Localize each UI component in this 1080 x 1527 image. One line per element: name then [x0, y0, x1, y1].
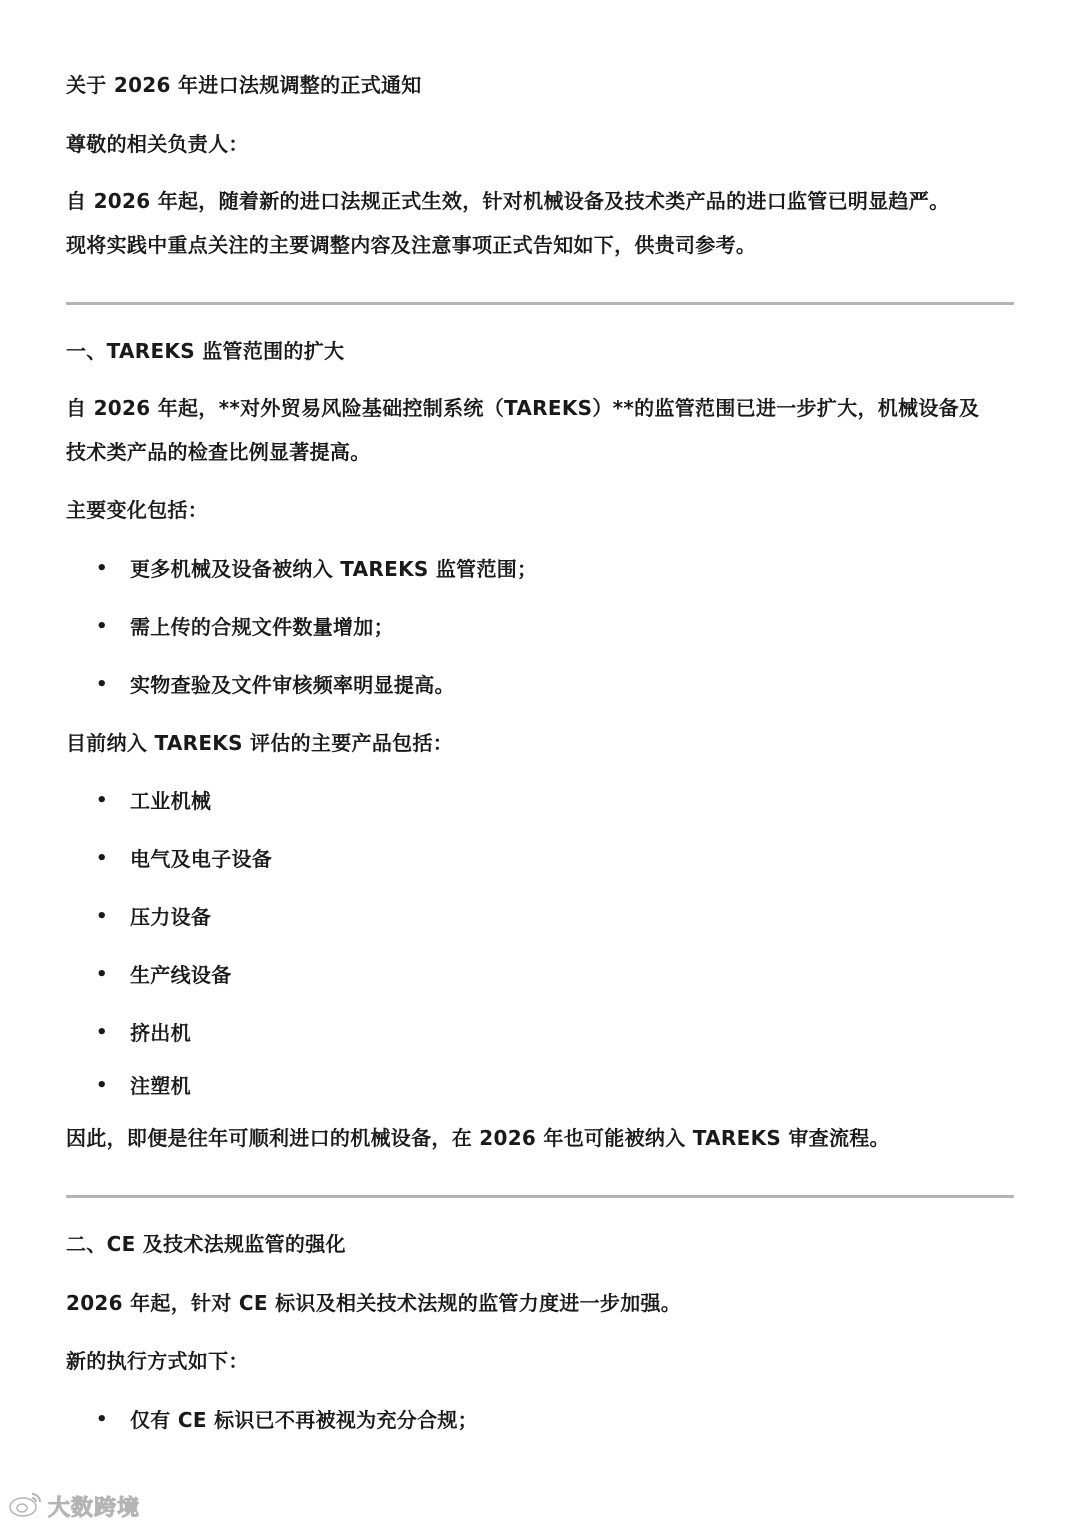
list-item-text: 需上传的合规文件数量增加；: [130, 615, 394, 639]
bullet-icon: •: [96, 906, 108, 927]
section1-para-line-1: 自 2026 年起，**对外贸易风险基础控制系统（TAREKS）**的监管范围已进一步扩大，机械设备及: [66, 396, 980, 420]
bullet-icon: •: [96, 616, 108, 637]
bullet-icon: •: [96, 848, 108, 869]
bullet-icon: •: [96, 964, 108, 985]
products-label: 目前纳入 TAREKS 评估的主要产品包括：: [66, 731, 454, 755]
section-divider: [66, 1195, 1014, 1198]
list-item-text: 压力设备: [130, 905, 212, 929]
salutation: 尊敬的相关负责人：: [66, 132, 249, 156]
list-item-text: 生产线设备: [130, 963, 232, 987]
bullet-icon: •: [96, 1075, 108, 1096]
section-divider: [66, 302, 1014, 305]
section1-heading: 一、TAREKS 监管范围的扩大: [66, 339, 345, 363]
list-item-text: 实物查验及文件审核频率明显提高。: [130, 673, 455, 697]
intro-line-1: 自 2026 年起，随着新的进口法规正式生效，针对机械设备及技术类产品的进口监管已明显趋严。: [66, 189, 950, 213]
watermark: [8, 1490, 140, 1522]
intro-line-2: 现将实践中重点关注的主要调整内容及注意事项正式告知如下，供贵司参考。: [66, 233, 757, 257]
watermark-text: 大数跨境: [48, 1495, 141, 1521]
list-item-text: 仅有 CE 标识已不再被视为充分合规；: [130, 1408, 478, 1432]
list-item-text: 更多机械及设备被纳入 TAREKS 监管范围；: [130, 557, 538, 581]
bullet-icon: •: [96, 674, 108, 695]
bullet-icon: •: [96, 1022, 108, 1043]
list-item-text: 注塑机: [130, 1074, 191, 1098]
weibo-logo-icon: [8, 1490, 44, 1522]
section2-heading: 二、CE 及技术法规监管的强化: [66, 1232, 346, 1256]
bullet-icon: •: [96, 790, 108, 811]
changes-label: 主要变化包括：: [66, 498, 209, 522]
section2-para: 2026 年起，针对 CE 标识及相关技术法规的监管力度进一步加强。: [66, 1291, 682, 1315]
bullet-icon: •: [96, 1409, 108, 1430]
list-item-text: 电气及电子设备: [130, 847, 273, 871]
bullet-icon: •: [96, 558, 108, 579]
methods-label: 新的执行方式如下：: [66, 1349, 249, 1373]
list-item-text: 工业机械: [130, 789, 212, 813]
list-item-text: 挤出机: [130, 1021, 191, 1045]
document-title: 关于 2026 年进口法规调整的正式通知: [66, 73, 422, 97]
section1-para-line-2: 技术类产品的检查比例显著提高。: [66, 440, 371, 464]
section1-conclusion: 因此，即便是往年可顺利进口的机械设备，在 2026 年也可能被纳入 TAREKS 审查流程。: [66, 1126, 890, 1150]
